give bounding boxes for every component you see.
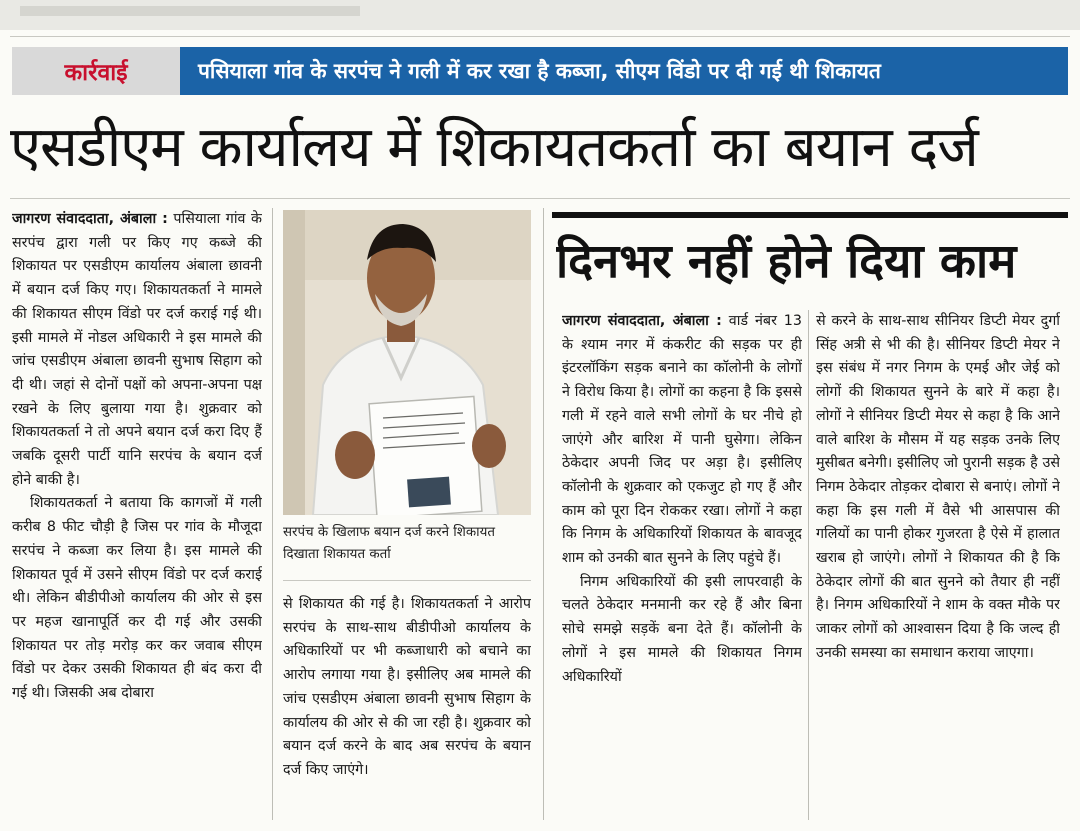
top-divider xyxy=(10,36,1070,37)
story2-column-1 xyxy=(562,310,802,820)
top-strip xyxy=(0,0,1080,30)
story1-byline: जागरण संवाददाता, अंबाला : xyxy=(12,211,168,227)
story1-para-2: शिकायतकर्ता ने बताया कि कागजों में गली करीब 8 फीट चौड़ी है जिस पर गांव के मौजूदा सरपंच ने कब्जा कर लिया है। इस मामले की शिकायत पूर्व में उसने सीएम विंडो पर दर्ज कराई थी। लेकिन बीडीपीओ कार्यालय की ओर से इस पर महज खानापूर्ति कर दी गई और उसकी शिकायत पर तोड़ मरोड़ कर कर जवाब सीएम विंडो पर देकर उसकी शिकायत ही बंद करा दी गई थी। जिसकी अब दोबारा xyxy=(12,495,262,702)
section-tag: कार्रवाई xyxy=(64,60,128,86)
story2-para-1-text: वार्ड नंबर 13 के श्याम नगर में कंकरीट की सड़क पर ही इंटरलॉकिंग सड़क बनाने का कॉलोनी के लोगों ने विरोध किया है। लोगों का कहना है कि इससे गली में रहने वाले सभी लोगों के घर नीचे हो जाएंगे और बारिश में पानी घुसेगा। लेकिन ठेकेदार अपनी जिद पर अड़ा है। इसीलिए कॉलोनी के शुक्रवार को एकजुट हो गए हैं और काम को पूरा दिन रोककर रखा। लोगों ने कहा कि निगम के अधिकारियों शिकायत के बावजूद शाम को उनकी बात सुनने के लिए पहुंचे हैं। xyxy=(562,313,802,567)
headline-divider xyxy=(10,198,1070,199)
story1-para-1-text: पसियाला गांव के सरपंच द्वारा गली पर किए गए कब्जे की शिकायत पर एसडीएम कार्यालय अंबाला छावनी में बयान दर्ज किए गए। शिकायतकर्ता ने मामले की शिकायत सीएम विंडो पर दर्ज कराई गई थी। इसी मामले में नोडल अधिकारी ने इस मामले की जांच एसडीएम अंबाला छावनी सुभाष सिहाग को दी थी। जहां से दोनों पक्षों को अपना-अपना पक्ष रखने के लिए बुलाया गया है। शुक्रवार को शिकायतकर्ता ने तो अपने बयान दर्ज करा दिए हैं जबकि दूसरी पार्टी यानि सरपंच के बयान दर्ज होने बाकी है। xyxy=(12,211,262,488)
story1-column-2 xyxy=(283,593,531,821)
story2-byline: जागरण संवाददाता, अंबाला : xyxy=(562,313,722,329)
story2-para-3: से करने के साथ-साथ सीनियर डिप्टी मेयर दुर्गा सिंह अत्री से भी की है। सीनियर डिप्टी मेयर ने इस संबंध में नगर निगम के एमई और जेई को लोगों की शिकायत सुनने के बारे में कहा है। लोगों ने सीनियर डिप्टी मेयर से कहा है कि आने वाले बारिश के मौसम में यह सड़क उनके लिए मुसीबत बनेगी। इसीलिए जो पुरानी सड़क है उसे निगम ठेकेदार तोड़कर दोबारा से बनाएं। लोगों ने कहा कि इस गली में वैसे भी आसपास की गलियों का पानी होकर गुजरता है ऐसे में हालात खराब हो जाएंगे। लोगों ने शिकायत की है कि ठेकेदार लोगों की बात सुनने को तैयार ही नहीं है। निगम अधिकारियों ने शाम के वक्त मौके पर जाकर लोगों को आश्वासन दिया है कि जल्द ही उनकी समस्या का समाधान कराया जाएगा। xyxy=(816,313,1060,661)
caption-divider xyxy=(283,580,531,581)
column-divider-1 xyxy=(272,208,273,820)
story2-para-1 xyxy=(562,310,802,571)
story1-para-1 xyxy=(12,208,262,492)
complainant-photo-illustration xyxy=(283,210,531,515)
story2-para-2: निगम अधिकारियों की इसी लापरवाही के चलते ठेकेदार मनमानी कर रहे हैं और बिना सोचे समझे सड़कें बना देते हैं। कॉलोनी के लोगों ने इस मामले की शिकायत निगम अधिकारियों xyxy=(562,573,802,685)
story2-column-2 xyxy=(816,310,1060,820)
complainant-photo xyxy=(283,210,531,515)
kicker-banner: पसियाला गांव के सरपंच ने गली में कर रखा है कब्जा, सीएम विंडो पर दी गई थी शिकायत xyxy=(180,47,1068,95)
faded-top-text xyxy=(20,6,360,16)
story1-para-3: से शिकायत की गई है। शिकायतकर्ता ने आरोप सरपंच के साथ-साथ बीडीपीओ कार्यालय के अधिकारियों पर भी कब्जाधारी को बचाने का आरोप लगाया गया है। इसीलिए अब मामले की जांच एसडीएम अंबाला छावनी सुभाष सिहाग के कार्यालय की ओर से की जा रही है। शुक्रवार को बयान दर्ज करने के बाद अब सरपंच के बयान दर्ज किए जाएंगे। xyxy=(283,596,531,778)
photo-caption: सरपंच के खिलाफ बयान दर्ज करने शिकायत दिखाता शिकायत कर्ता xyxy=(283,525,496,562)
column-divider-3 xyxy=(808,310,809,820)
story2-top-rule xyxy=(552,212,1068,218)
main-headline: एसडीएम कार्यालय में शिकायतकर्ता का बयान दर्ज xyxy=(10,115,978,180)
story1-column-1 xyxy=(12,208,262,820)
story2-headline: दिनभर नहीं होने दिया काम xyxy=(556,234,1017,289)
column-divider-2 xyxy=(543,208,544,820)
